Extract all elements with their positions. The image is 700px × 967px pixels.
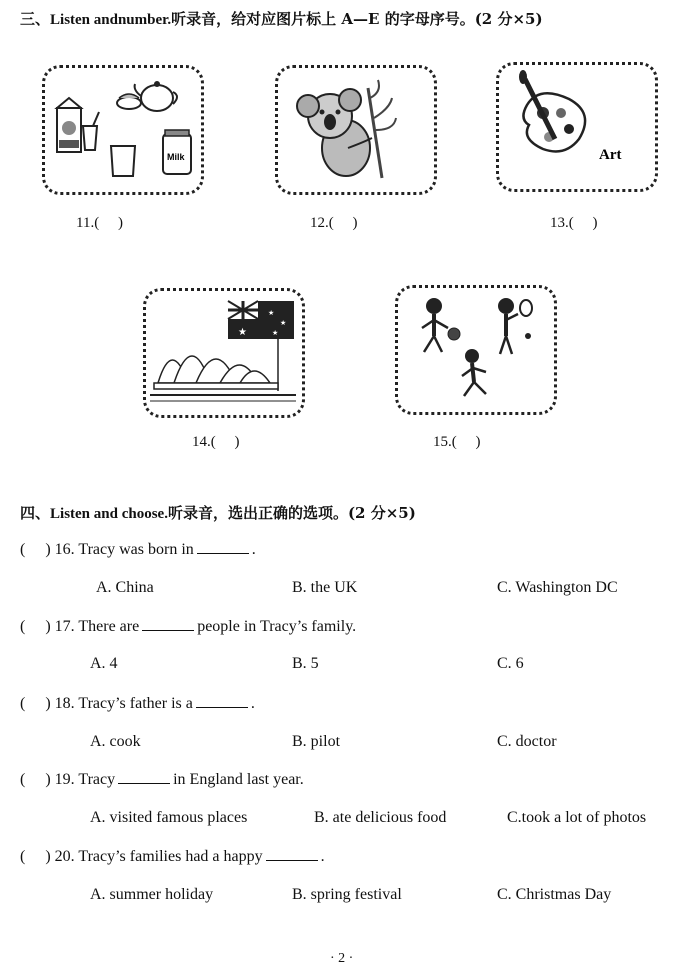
- section4-title: [20, 502, 416, 523]
- question-stem-end: .: [320, 848, 325, 865]
- question-stem: 20. Tracy’s families had a happy: [54, 848, 263, 865]
- question-17: [20, 618, 356, 636]
- option-16c: C. Washington DC: [497, 579, 618, 596]
- svg-text:★: ★: [238, 327, 247, 338]
- art-label: Art: [599, 147, 622, 163]
- answer-paren: ( ): [210, 434, 240, 450]
- picture-label-14: [192, 434, 240, 451]
- option-17a: A. 4: [90, 655, 118, 672]
- section4-prefix: 四、: [20, 504, 51, 522]
- question-19: [20, 771, 304, 789]
- page-number: · 2 ·: [330, 951, 354, 966]
- option-17b: B. 5: [292, 655, 319, 672]
- answer-paren: ( ): [20, 541, 51, 558]
- picture-frame-12: [275, 65, 437, 195]
- label-num: 14.: [192, 434, 211, 450]
- question-stem: 19. Tracy: [54, 771, 116, 788]
- section3-cn-title: 听录音，给对应图片标上 A—E 的字母序号。(2 分×5): [171, 10, 543, 28]
- svg-text:★: ★: [280, 319, 287, 327]
- picture-label-13: [550, 215, 598, 232]
- milk-label: Milk: [167, 152, 185, 162]
- label-num: 13.: [550, 215, 569, 231]
- answer-paren: ( ): [94, 215, 123, 231]
- answer-blank: [196, 706, 248, 708]
- answer-paren: ( ): [568, 215, 598, 231]
- section4-en-title: Listen and choose.: [50, 506, 168, 522]
- art-palette-icon: [499, 65, 655, 189]
- picture-label-11: [76, 215, 123, 232]
- answer-blank: [197, 552, 249, 554]
- answer-paren: ( ): [328, 215, 358, 231]
- option-19c: C.took a lot of photos: [507, 809, 647, 826]
- question-stem-end: people in Tracy’s family.: [197, 618, 357, 635]
- question-stem: 18. Tracy’s father is a: [54, 695, 193, 712]
- picture-label-15: [433, 434, 481, 451]
- picture-frame-13: [496, 62, 658, 192]
- answer-paren: ( ): [20, 695, 51, 712]
- option-16a: A. China: [96, 579, 154, 596]
- section3-prefix: 三、: [20, 10, 51, 28]
- drinks-icon: [45, 68, 201, 192]
- option-20a: A. summer holiday: [90, 886, 214, 903]
- kids-playing-sports-icon: [398, 288, 554, 412]
- option-17c: C. 6: [497, 655, 524, 672]
- option-18a: A. cook: [90, 733, 141, 750]
- answer-paren: ( ): [451, 434, 481, 450]
- answer-blank: [142, 629, 194, 631]
- answer-paren: ( ): [20, 618, 51, 635]
- option-16b: B. the UK: [292, 579, 358, 596]
- picture-label-12: [310, 215, 358, 232]
- section3-title: [20, 8, 543, 29]
- label-num: 12.: [310, 215, 329, 231]
- question-18: [20, 695, 255, 713]
- option-19a: A. visited famous places: [90, 809, 248, 826]
- answer-paren: ( ): [20, 771, 51, 788]
- question-20: [20, 848, 325, 866]
- question-16: [20, 541, 256, 559]
- svg-text:★: ★: [272, 329, 279, 337]
- answer-paren: ( ): [20, 848, 51, 865]
- picture-frame-15: [395, 285, 557, 415]
- label-num: 15.: [433, 434, 452, 450]
- answer-blank: [118, 782, 170, 784]
- section3-en-title: Listen andnumber.: [50, 12, 172, 28]
- picture-frame-14: [143, 288, 305, 418]
- section4-cn-title: 听录音，选出正确的选项。(2 分×5): [167, 504, 416, 522]
- picture-frame-11: [42, 65, 204, 195]
- question-stem: 17. There are: [54, 618, 140, 635]
- question-stem-end: .: [251, 541, 256, 558]
- option-20c: C. Christmas Day: [497, 886, 612, 903]
- question-stem-end: .: [250, 695, 255, 712]
- answer-blank: [266, 859, 318, 861]
- sydney-opera-house-icon: [146, 291, 302, 415]
- question-stem-end: in England last year.: [173, 771, 304, 788]
- question-stem: 16. Tracy was born in: [54, 541, 194, 558]
- option-20b: B. spring festival: [292, 886, 402, 903]
- svg-text:★: ★: [268, 309, 275, 317]
- option-18c: C. doctor: [497, 733, 557, 750]
- option-19b: B. ate delicious food: [314, 809, 447, 826]
- label-num: 11.: [76, 215, 95, 231]
- koala-icon: [278, 68, 434, 192]
- option-18b: B. pilot: [292, 733, 341, 750]
